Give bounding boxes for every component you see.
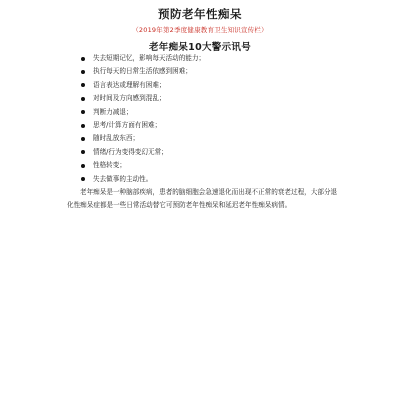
- bullet-icon: [81, 137, 85, 141]
- document-subtitle: （2019年第2季度健康教育卫生知识宣传栏）: [132, 26, 268, 34]
- list-item: [81, 52, 381, 65]
- bullet-icon: [81, 124, 85, 128]
- list-item: [81, 79, 381, 92]
- list-item: [81, 106, 381, 119]
- list-item: [81, 146, 381, 159]
- list-item-text: 失去做事的主动性。: [93, 174, 153, 183]
- signs-heading: 老年痴呆10大警示讯号: [148, 42, 252, 53]
- list-item-text: 思考/计算方面有困难；: [93, 120, 162, 129]
- bullet-icon: [81, 83, 85, 87]
- list-item: [81, 173, 381, 186]
- list-item-text: 失去短期记忆，影响每天活动的能力；: [93, 54, 206, 62]
- list-item: [81, 65, 381, 78]
- list-item-text: 对时间及方向感到混乱；: [93, 94, 166, 103]
- document-title: 预防老年性痴呆: [158, 7, 242, 21]
- warning-signs-list: [81, 52, 381, 186]
- list-item: [81, 92, 381, 105]
- bullet-icon: [81, 177, 85, 181]
- list-item: [81, 132, 381, 145]
- bullet-icon: [81, 110, 85, 114]
- list-item-text: 随时乱放东西；: [93, 134, 140, 143]
- list-item: [81, 159, 381, 172]
- list-item-text: 判断力减退；: [93, 107, 133, 116]
- body-paragraph: 老年痴呆是一种脑部疾病，患者的脑细胞会急速退化而出现不正常的衰老过程，大部分退化性痴呆症都是一些日常活动替它可预防老年性痴呆和延迟老年性痴呆病情。: [67, 188, 338, 210]
- bullet-icon: [81, 97, 85, 101]
- bullet-icon: [81, 150, 85, 154]
- list-item-text: 执行每天的日常生活依感到困难；: [93, 67, 192, 76]
- list-item-text: 情绪/行为变得变幻无常；: [93, 147, 168, 156]
- list-item-text: 性格转变；: [93, 161, 126, 170]
- list-item: [81, 119, 381, 132]
- list-item-text: 语言表达或理解有困难；: [93, 80, 166, 89]
- bullet-icon: [81, 57, 85, 61]
- bullet-icon: [81, 164, 85, 168]
- bullet-icon: [81, 70, 85, 74]
